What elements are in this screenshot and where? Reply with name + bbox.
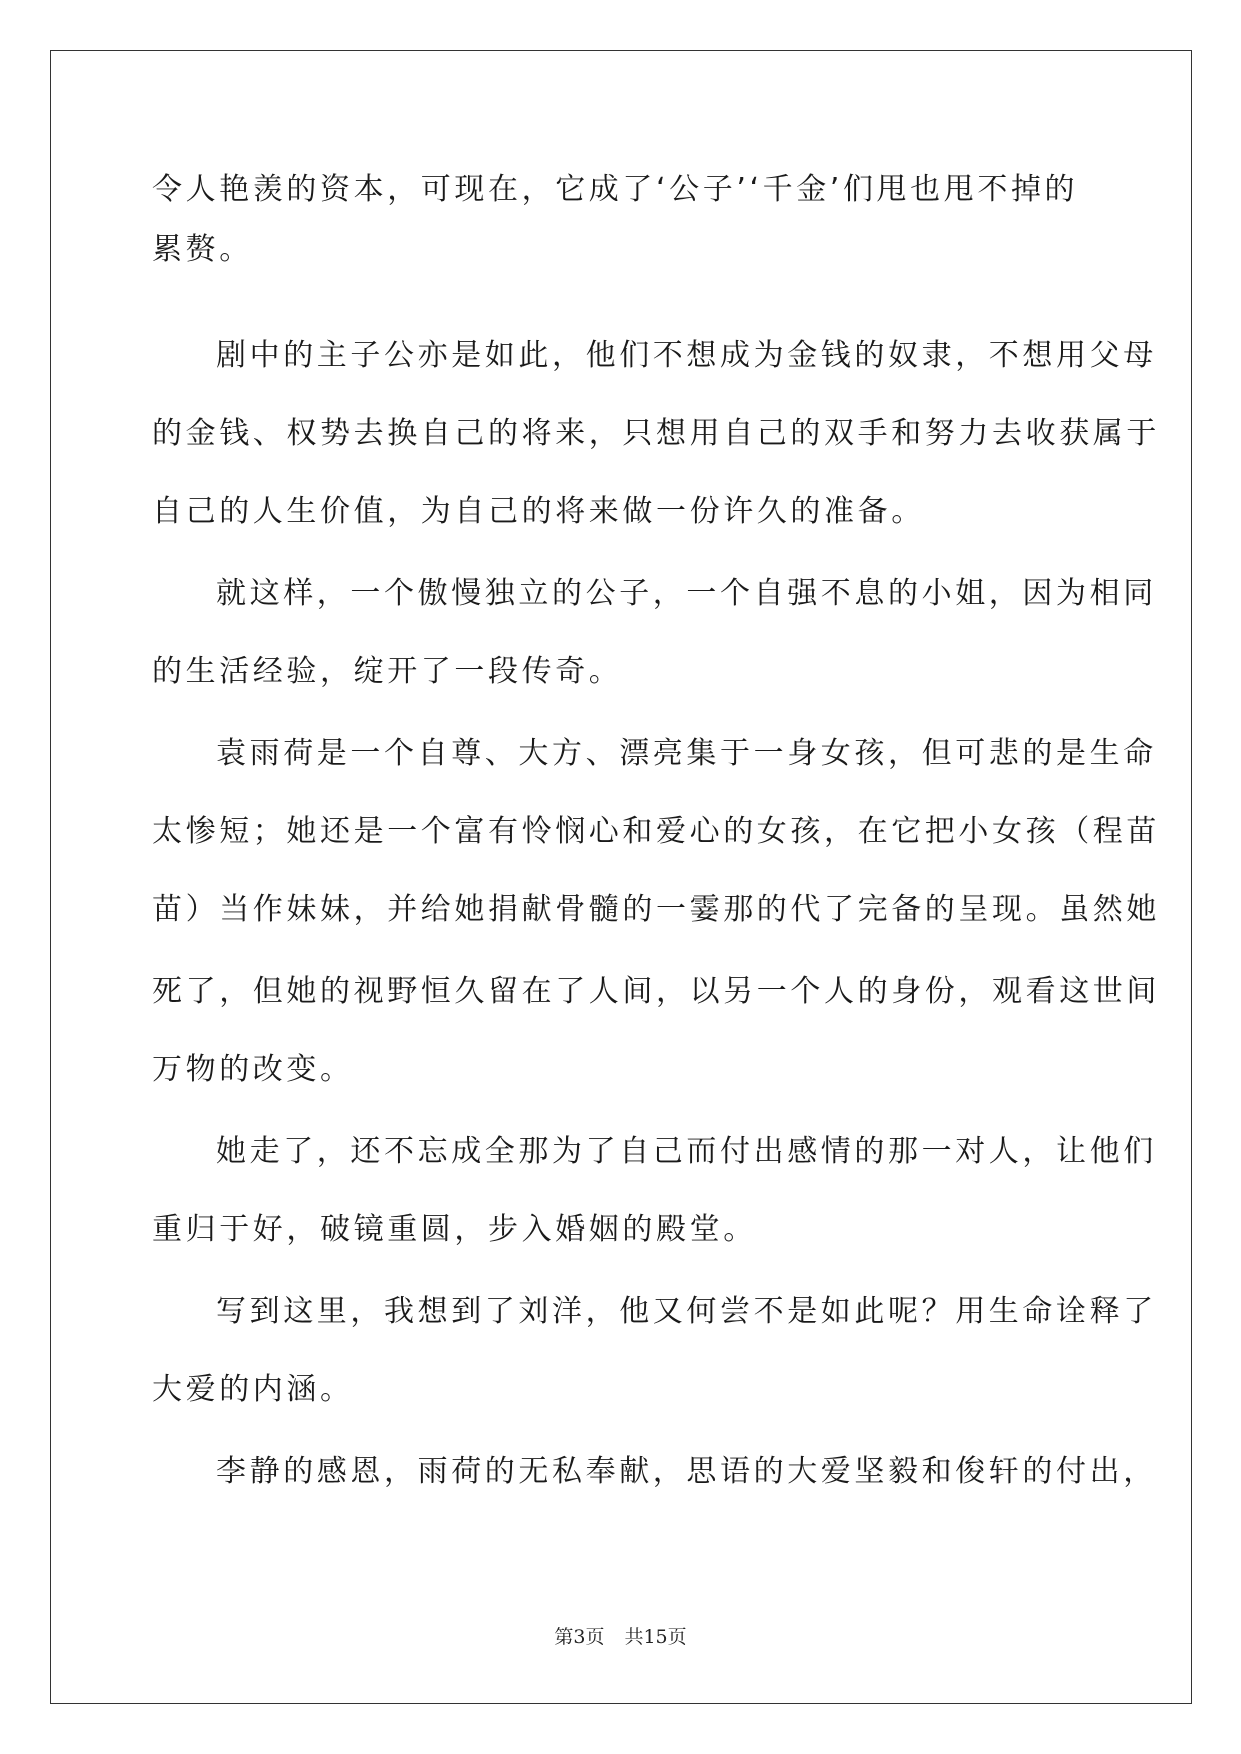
body-line-14: 重归于好，破镜重圆，步入婚姻的殿堂。 [152,1212,757,1247]
body-line-12: 万物的改变。 [152,1052,354,1087]
page-number: 第3页 [554,1626,605,1648]
body-line-15: 写到这里，我想到了刘洋，他又何尝不是如此呢？用生命诠释了 [216,1294,1157,1329]
body-line-1: 令人艳羡的资本，可现在，它成了‘公子’‘千金’们甩也甩不掉的 [152,172,1079,207]
body-line-2: 累赘。 [152,232,253,267]
body-line-5: 自己的人生价值，为自己的将来做一份许久的准备。 [152,494,925,529]
body-line-16: 大爱的内涵。 [152,1372,354,1407]
body-line-13: 她走了，还不忘成全那为了自己而付出感情的那一对人，让他们 [216,1134,1157,1169]
page-footer [0,1622,1241,1649]
body-line-17: 李静的感恩，雨荷的无私奉献，思语的大爱坚毅和俊轩的付出， [216,1454,1157,1489]
body-line-4: 的金钱、权势去换自己的将来，只想用自己的双手和努力去收获属于 [152,416,1160,451]
body-line-7: 的生活经验，绽开了一段传奇。 [152,654,623,689]
page-total: 共15页 [624,1626,687,1648]
body-line-6: 就这样，一个傲慢独立的公子，一个自强不息的小姐，因为相同 [216,576,1157,611]
body-line-10: 苗）当作妹妹，并给她捐献骨髓的一霎那的代了完备的呈现。虽然她 [152,892,1160,927]
body-line-11: 死了，但她的视野恒久留在了人间，以另一个人的身份，观看这世间 [152,974,1160,1009]
body-line-9: 太惨短；她还是一个富有怜悯心和爱心的女孩，在它把小女孩（程苗 [152,814,1160,849]
body-line-8: 袁雨荷是一个自尊、大方、漂亮集于一身女孩，但可悲的是生命 [216,736,1157,771]
body-line-3: 剧中的主子公亦是如此，他们不想成为金钱的奴隶，不想用父母 [216,338,1157,373]
